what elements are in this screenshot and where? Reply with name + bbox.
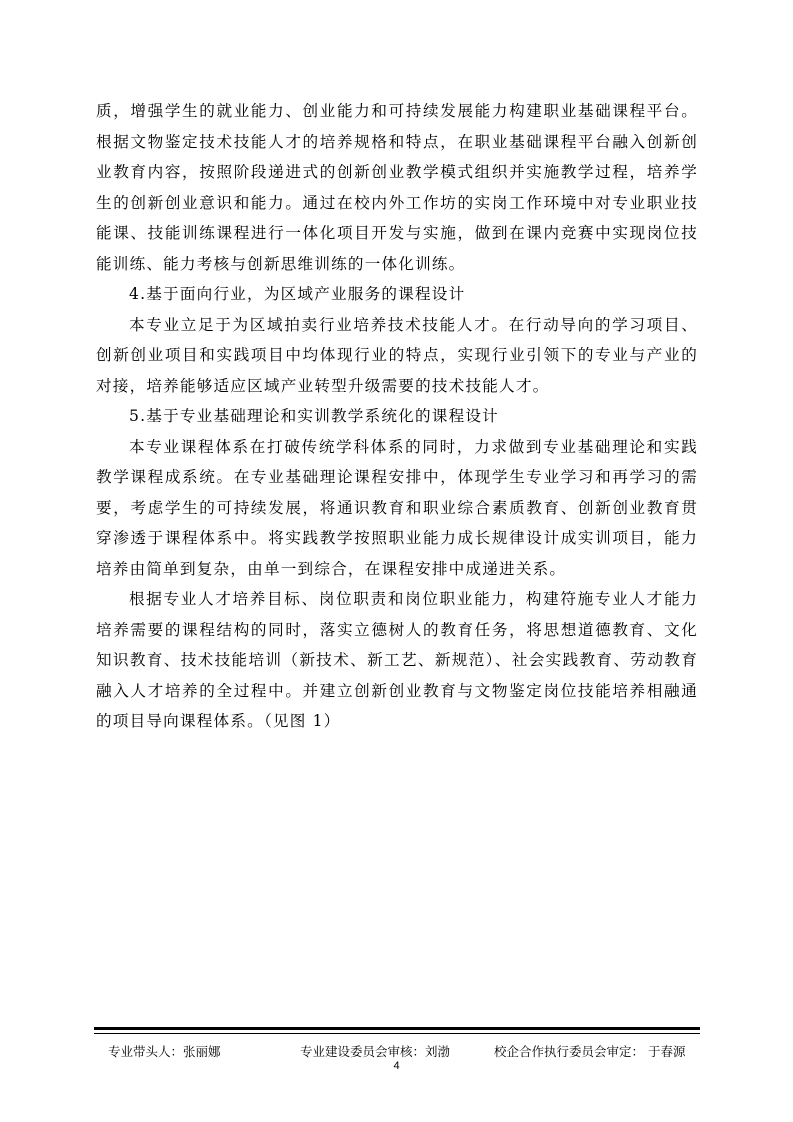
page-number: 4 <box>393 1060 400 1072</box>
footer-divider-thin <box>94 1033 700 1034</box>
footer-cooperation-approval: 校企合作执行委员会审定： 于春源 <box>494 1044 686 1059</box>
document-body <box>96 96 698 737</box>
footer-divider-thick <box>94 1027 700 1030</box>
footer-leader: 专业带头人：张丽娜 <box>108 1044 221 1059</box>
section-heading-4: 4.基于面向行业，为区域产业服务的课程设计 <box>129 285 466 303</box>
paragraph-course-structure: 根据专业人才培养目标、岗位职责和岗位职业能力，构建符施专业人才能力培养需要的课程结构的同时，落实立德树人的教育任务，将思想道德教育、文化知识教育、技术技能培训（新技术、新工艺、新规范）、社会实践教育、劳动教育融入人才培养的全过程中。并建立创新创业教育与文物鉴定岗位技能培养相融通的项目导向课程体系。（见图 1） <box>96 590 698 730</box>
footer-committee-review: 专业建设委员会审核：刘渤 <box>300 1044 451 1059</box>
paragraph-continuation: 质，增强学生的就业能力、创业能力和可持续发展能力构建职业基础课程平台。根据文物鉴定技术技能人才的培养规格和特点，在职业基础课程平台融入创新创业教育内容，按照阶段递进式的创新创业教学模式组织并实施教学过程，培养学生的创新创业意识和能力。通过在校内外工作坊的实岗工作环境中对专业职业技能课、技能训练课程进行一体化项目开发与实施，做到在课内竞赛中实现岗位技能训练、能力考核与创新思维训练的一体化训练。 <box>96 102 698 273</box>
paragraph-industry: 本专业立足于为区域拍卖行业培养技术技能人才。在行动导向的学习项目、创新创业项目和实践项目中均体现行业的特点，实现行业引领下的专业与产业的对接，培养能够适应区域产业转型升级需要的技术技能人才。 <box>96 315 698 395</box>
paragraph-curriculum-system: 本专业课程体系在打破传统学科体系的同时，力求做到专业基础理论和实践教学课程成系统。在专业基础理论课程安排中，体现学生专业学习和再学习的需要，考虑学生的可持续发展，将通识教育和职业综合素质教育、创新创业教育贯穿渗透于课程体系中。将实践教学按照职业能力成长规律设计成实训项目，能力培养由简单到复杂，由单一到综合，在课程安排中成递进关系。 <box>96 437 698 578</box>
section-heading-5: 5.基于专业基础理论和实训教学系统化的课程设计 <box>129 407 499 425</box>
